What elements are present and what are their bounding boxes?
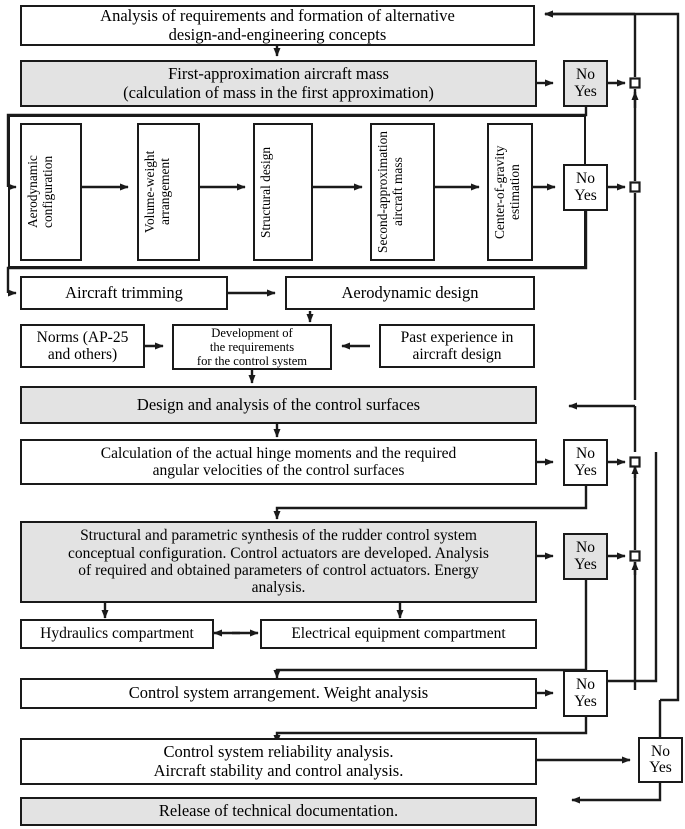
node-text: Aerodynamic design (341, 282, 479, 302)
node-text-line: angular velocities of the control surfaces (152, 462, 405, 479)
node-text-line: and others) (47, 346, 118, 363)
decision-yes-label: Yes (574, 555, 597, 573)
node-text: Design and analysis of the control surfaces (136, 394, 421, 414)
node-first-approximation-mass[interactable] (20, 60, 537, 107)
node-requirements-development[interactable] (172, 324, 332, 370)
node-text: Release of technical documentation. (158, 801, 399, 821)
decision-yes-label: Yes (574, 692, 597, 710)
decision-no-label: No (651, 742, 670, 760)
node-requirements-analysis[interactable] (20, 5, 535, 46)
node-aerodynamic-design[interactable] (285, 276, 535, 310)
node-text-line: Control system reliability analysis. (163, 742, 394, 762)
decision-no-label: No (576, 170, 595, 188)
node-text-line: Aircraft stability and control analysis. (153, 760, 404, 780)
node-release-documentation[interactable] (20, 797, 537, 826)
node-norms[interactable] (20, 324, 145, 368)
node-control-arrangement[interactable] (20, 678, 537, 709)
decision-no-label: No (576, 445, 595, 463)
decision-no-label: No (576, 676, 595, 694)
node-hinge-moments[interactable] (20, 439, 537, 485)
node-text-line: Past experience in (400, 328, 514, 346)
decision-center-of-gravity[interactable] (563, 164, 608, 211)
node-text-line: Analysis of requirements and formation of alternative (100, 6, 455, 26)
junction-node (631, 458, 640, 467)
node-center-of-gravity-estimation[interactable] (487, 123, 533, 261)
decision-yes-label: Yes (574, 186, 597, 204)
node-hydraulics-compartment[interactable] (20, 619, 214, 649)
decision-yes-label: Yes (574, 461, 597, 479)
node-text: Center-of-gravity estimation (492, 145, 522, 239)
node-text-line: (calculation of mass in the first approximation) (123, 82, 434, 102)
node-text-line: Development of (211, 325, 293, 340)
node-text: Control system arrangement. Weight analysis (128, 683, 429, 703)
decision-rudder-synthesis[interactable] (563, 533, 608, 580)
junction-node (631, 183, 640, 192)
decision-reliability-analysis[interactable] (638, 737, 683, 783)
node-text-line: conceptual configuration. Control actuators are developed. Analysis (68, 544, 489, 562)
node-text: Volume-weight arrangement (142, 150, 172, 234)
junction-node (631, 552, 640, 561)
node-control-surfaces-design[interactable] (20, 386, 537, 424)
decision-yes-label: Yes (649, 759, 672, 776)
node-text: Second-approximation aircraft mass (375, 131, 405, 253)
node-text: Structural design (258, 146, 273, 238)
node-text: Hydraulics compartment (40, 625, 194, 643)
node-text: Electrical equipment compartment (291, 625, 506, 643)
node-text-line: Norms (AP-25 (36, 328, 129, 346)
node-aircraft-trimming[interactable] (20, 276, 228, 310)
node-text-line: aircraft design (412, 346, 502, 363)
node-volume-weight-arrangement[interactable] (137, 123, 200, 261)
node-text-line: the requirements (209, 339, 295, 354)
decision-no-label: No (576, 66, 595, 84)
decision-first-mass[interactable] (563, 60, 608, 107)
node-text-line: of required and obtained parameters of control actuators. Energy (78, 562, 479, 579)
decision-no-label: No (576, 539, 595, 557)
node-text-line: First-approximation aircraft mass (168, 64, 389, 84)
decision-yes-label: Yes (574, 82, 597, 100)
node-text-line: for the control system (196, 354, 308, 369)
node-electrical-compartment[interactable] (260, 619, 537, 649)
node-text-line: Calculation of the actual hinge moments and the required (100, 444, 457, 462)
decision-control-arrangement[interactable] (563, 670, 608, 717)
node-text: Aircraft trimming (65, 282, 183, 302)
node-aerodynamic-configuration[interactable] (20, 123, 82, 261)
junction-node (631, 79, 640, 88)
node-text-line: Structural and parametric synthesis of the rudder control system (80, 527, 477, 545)
node-structural-design[interactable] (253, 123, 313, 261)
node-reliability-analysis[interactable] (20, 738, 537, 785)
node-past-experience[interactable] (379, 324, 535, 368)
node-second-approximation-mass[interactable] (370, 123, 435, 261)
node-text: Aerodynamic configuration (25, 155, 55, 229)
node-text-line: design-and-engineering concepts (168, 24, 387, 44)
decision-hinge-moments[interactable] (563, 439, 608, 486)
node-text-line: analysis. (251, 579, 306, 597)
node-rudder-synthesis[interactable] (20, 521, 537, 603)
